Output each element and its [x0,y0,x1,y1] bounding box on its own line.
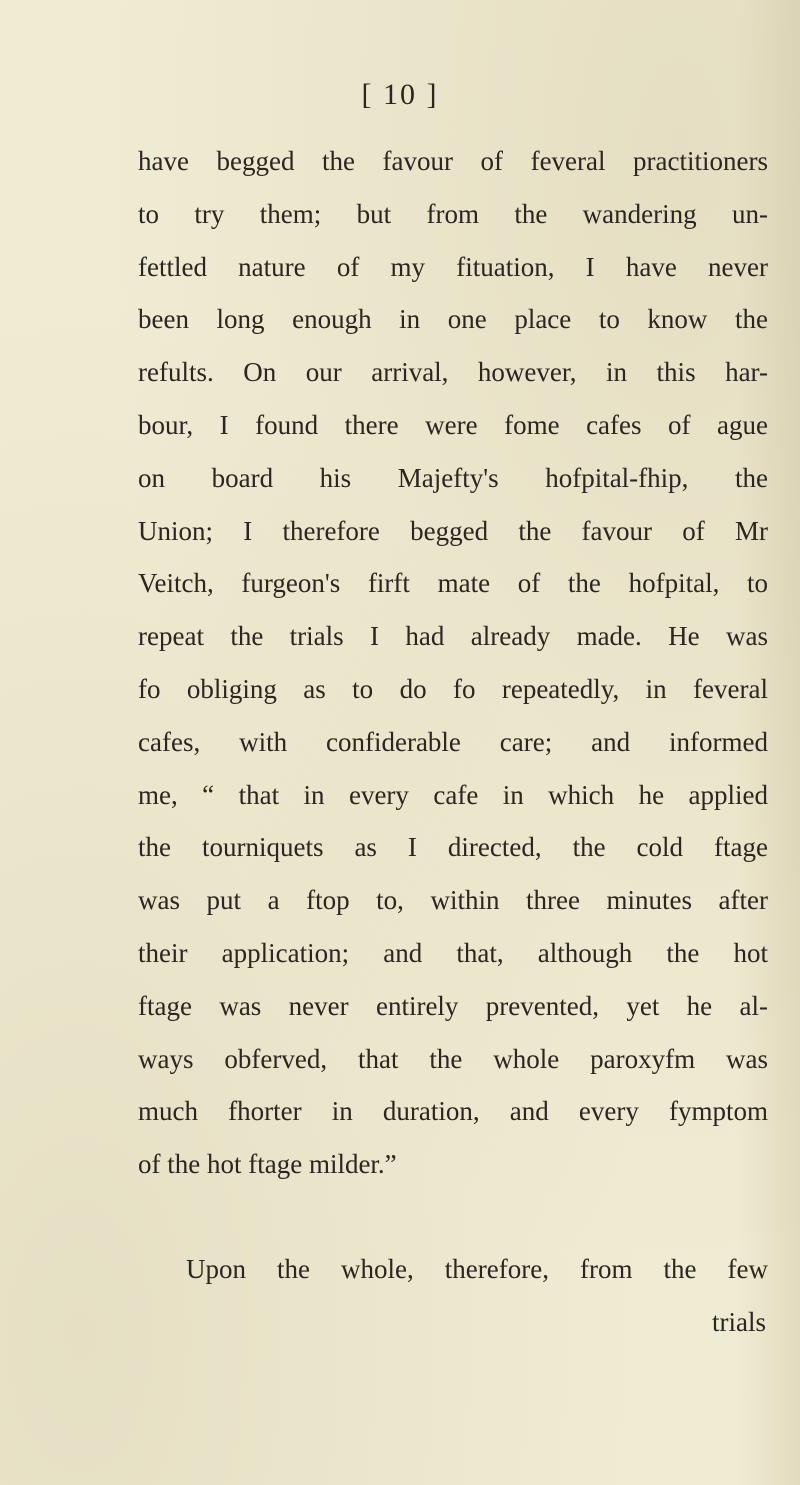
text-line: to try them; but from the wandering un- [138,198,768,229]
text-line: Upon the whole, therefore, from the few [186,1254,768,1284]
paragraph-1 [138,135,768,1191]
paragraph-2 [138,1243,768,1296]
text-line: been long enough in one place to know the [138,304,768,335]
text-line: cafes, with confiderable care; and informed [138,726,768,757]
text-line: their application; and that, although the hot [138,937,768,968]
text-line: Union; I therefore begged the favour of Mr [138,515,768,546]
text-line: ftage was never entirely prevented, yet he al- [138,990,768,1021]
text-line: was put a ftop to, within three minutes after [138,885,768,916]
text-line: repeat the trials I had already made. He was [138,621,768,652]
text-line: ways obferved, that the whole paroxyfm was [138,1043,768,1074]
page-number: [ 10 ] [361,78,439,111]
text-line: the tourniquets as I directed, the cold ftage [138,832,768,863]
catchword: trials [712,1307,766,1337]
text-line: refults. On our arrival, however, in this har- [138,357,768,388]
text-line: fettled nature of my fituation, I have never [138,251,768,282]
text-line: bour, I found there were fome cafes of ague [138,409,768,440]
text-line: have begged the favour of feveral practitioners [138,146,768,176]
text-line: on board his Majefty's hofpital-fhip, the [138,462,768,493]
text-line: of the hot ftage milder.” [138,1149,397,1180]
text-line: Veitch, furgeon's firft mate of the hofpital, to [138,568,768,599]
text-line: me, “ that in every cafe in which he applied [138,779,768,810]
text-line: fo obliging as to do fo repeatedly, in feveral [138,673,768,704]
text-line: much fhorter in duration, and every fymptom [138,1096,768,1127]
